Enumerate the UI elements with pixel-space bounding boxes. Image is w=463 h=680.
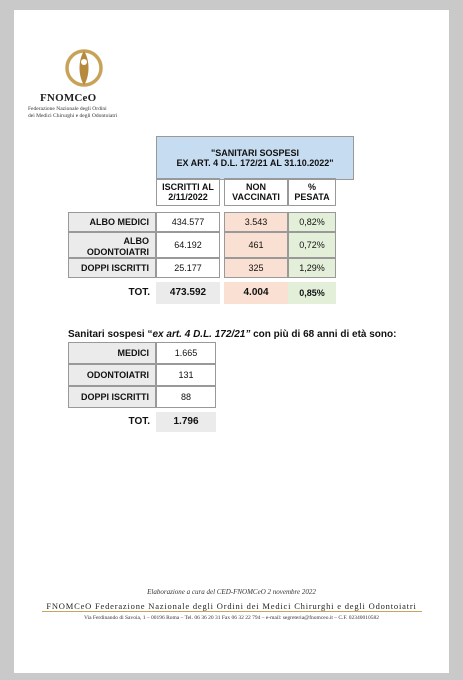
total-pesata: 0,85%	[288, 282, 336, 304]
cell-non-vaccinati: 461	[224, 232, 288, 258]
total-iscritti: 473.592	[156, 282, 220, 304]
col-header-pesata-line2: PESATA	[294, 192, 330, 202]
fnomceo-logo-icon	[62, 46, 106, 90]
total-non-vaccinati: 4.004	[224, 282, 288, 304]
cell-iscritti: 434.577	[156, 212, 220, 232]
col-header-pesata-line1: %	[307, 181, 316, 192]
col-header-iscritti-line1: ISCRITTI AL	[162, 181, 214, 192]
org-subtitle-line2: dei Medici Chirurghi e degli Odontoiatri	[28, 113, 118, 119]
cell-iscritti: 25.177	[156, 258, 220, 278]
org-short-name: FNOMCeO	[40, 92, 97, 104]
col-header-nonvacc-line2: VACCINATI	[232, 192, 280, 202]
cell-iscritti: 64.192	[156, 232, 220, 258]
cell-non-vaccinati: 325	[224, 258, 288, 278]
cell-value: 1.665	[156, 342, 216, 364]
col-header-iscritti-line2: 2/11/2022	[168, 192, 208, 202]
total-label: TOT.	[128, 416, 150, 428]
table-title	[156, 136, 354, 180]
row-label-line2: ODONTOIATRI	[86, 246, 149, 257]
cell-pesata: 0,72%	[288, 232, 336, 258]
total-label: TOT.	[128, 287, 150, 299]
col-header-non-vaccinati	[224, 178, 288, 206]
sentence-part1: Sanitari sospesi “	[68, 329, 153, 340]
footer-divider	[42, 611, 422, 612]
row-label-albo-odontoiatri	[68, 232, 156, 258]
table-title-line1: "SANITARI SOSPESI	[210, 147, 300, 158]
cell-pesata: 1,29%	[288, 258, 336, 278]
row-label-albo-medici: ALBO MEDICI	[68, 212, 156, 232]
cell-value: 131	[156, 364, 216, 386]
cell-non-vaccinati: 3.543	[224, 212, 288, 232]
cell-value: 88	[156, 386, 216, 408]
total-value: 1.796	[156, 412, 216, 432]
col-header-nonvacc-line1: NON	[246, 181, 266, 192]
col-header-pesata	[288, 178, 336, 206]
row-label-medici: MEDICI	[68, 342, 156, 364]
over-68-sentence	[68, 329, 396, 340]
org-subtitle-line1: Federazione Nazionale degli Ordini	[28, 106, 107, 112]
footer-address: Via Ferdinando di Savoia, 1 – 00196 Roma – Tel. 06 36 20 31 Fax 06 32 22 794 – e-mail: segreteria@fnomceo.it – C.F. 02340010582	[83, 615, 380, 621]
sentence-part3: con più di 68 anni di età sono:	[250, 329, 397, 340]
cell-pesata: 0,82%	[288, 212, 336, 232]
document-page	[14, 10, 449, 673]
sentence-law-ref: ex art. 4 D.L. 172/21”	[152, 329, 251, 340]
row-label-doppi-iscritti: DOPPI ISCRITTI	[68, 258, 156, 278]
footer-org-name: FNOMCeO Federazione Nazionale degli Ordini dei Medici Chirurghi e degli Odontoiatri	[46, 601, 417, 611]
table-title-line2: EX ART. 4 D.L. 172/21 AL 31.10.2022"	[176, 158, 334, 168]
col-header-iscritti	[156, 178, 220, 206]
row-label-line1: ALBO	[123, 236, 149, 247]
row-label-odontoiatri: ODONTOIATRI	[68, 364, 156, 386]
footer-note: Elaborazione a cura del CED-FNOMCeO 2 novembre 2022	[147, 588, 316, 596]
row-label-doppi-iscritti: DOPPI ISCRITTI	[68, 386, 156, 408]
